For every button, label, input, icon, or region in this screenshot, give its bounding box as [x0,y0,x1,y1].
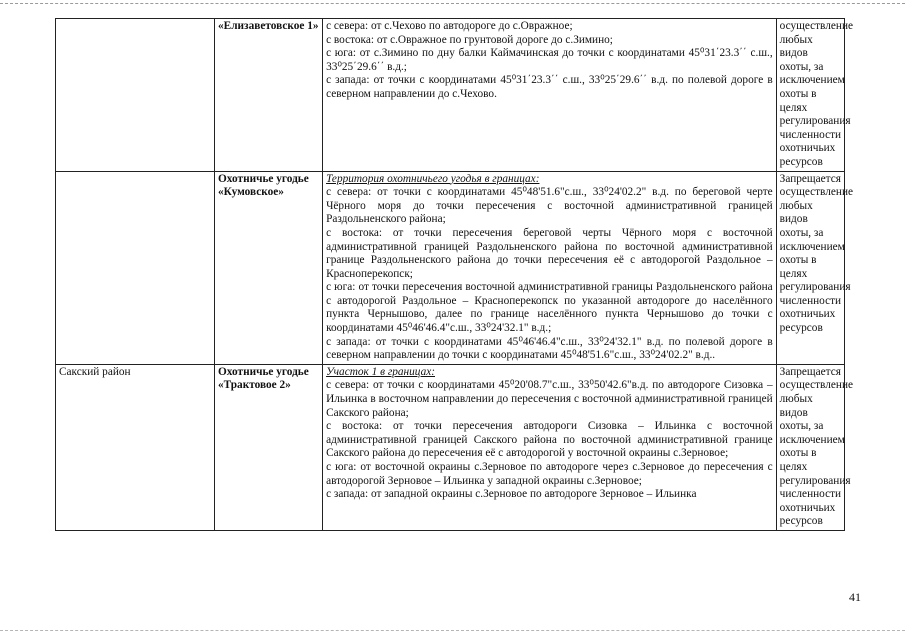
boundary-north: с севера: от точки с координатами 45⁰48'51.6"с.ш., 33⁰24'02.2" в.д. по береговой черте Чёрного моря до точки пересечения с восточной административной границей Раздольненского района; [326,186,773,226]
hunting-ground-name: Охотничье угодье «Кумовское» [215,171,323,364]
boundary-heading: Участок 1 в границах: [326,365,435,378]
boundary-west: с запада: от точки с координатами 45⁰31΄23.3΄΄ с.ш., 33⁰25΄29.6΄΄ в.д. по полевой дороге в северном направлении до с.Чехово. [326,74,773,100]
restriction-cell: осуществление любых видов охоты, за исключением охоты в целях регулирования численности охотничьих ресурсов [776,19,844,172]
district-cell [56,19,215,172]
boundary-east: с востока: от с.Овражное по грунтовой дороге до с.Зимино; [326,33,613,46]
scan-bottom-edge [0,630,905,631]
boundary-east: с востока: от точки пересечения береговой черты Чёрного моря с восточной административной границей Раздольненского района по восточной административной границе Раздольненского района до точки пересечения её с автодорогой Раздольное – Красноперекопск; [326,226,773,280]
boundary-north: с севера: от с.Чехово по автодороге до с.Овражное; [326,20,573,32]
boundary-heading: Территория охотничьего угодья в границах: [326,172,540,185]
boundary-description [323,364,777,530]
table-row [56,171,845,364]
boundary-east: с востока: от точки пересечения автодороги Сизовка – Ильинка с восточной административной границей Сакского района по восточной административной границе Сакского района до пересечения её с автодорогой у восточной окраины с.Зерновое; [326,420,773,460]
table-row [56,19,845,172]
boundary-description [323,19,777,172]
boundary-south: с юга: от восточной окраины с.Зерновое по автодороге через с.Зерновое до пересечения с автодорогой Зерновое – Ильинка у западной окраины с.Зерновое; [326,461,773,487]
restriction-cell: Запрещается осуществление любых видов охоты, за исключением охоты в целях регулирования численности охотничьих ресурсов [776,364,844,530]
restriction-cell: Запрещается осуществление любых видов охоты, за исключением охоты в целях регулирования численности охотничьих ресурсов [776,171,844,364]
boundary-south: с юга: от точки пересечения восточной административной границы Раздольненского района с автодорогой Раздольное – Красноперекопск по указанной автодороге до населённого пункта Чернышово, далее по границе населённого пункта Чернышово до точки с координатами 45⁰46'46.4"с.ш., 33⁰24'32.1" в.д.; [326,281,773,335]
boundary-description [323,171,777,364]
hunting-grounds-table [55,18,854,531]
boundary-south: с юга: от с.Зимино по дну балки Каймачинская до точки с координатами 45⁰31΄23.3΄΄ с.ш., 33⁰25΄29.6΄΄ в.д.; [326,47,773,73]
table-row [56,364,845,530]
district-cell [56,171,215,364]
page-number: 41 [849,590,861,604]
hunting-ground-name: Охотничье угодье «Трактовое 2» [215,364,323,530]
hunting-ground-name: «Елизаветовское 1» [215,19,323,172]
boundary-north: с севера: от точки с координатами 45⁰20'08.7"с.ш., 33⁰50'42.6"в.д. по автодороге Сизовка – Ильинка в восточном направлении до пересечения с восточной административной границей Сакского района; [326,379,773,419]
boundary-west: с запада: от точки с координатами 45⁰46'46.4"с.ш., 33⁰24'32.1" в.д. по полевой дороге в северном направлении до точки с координатами 45⁰48'51.6"с.ш., 33⁰24'02.2" в.д.. [326,335,773,362]
boundary-west: с запада: от западной окраины с.Зерновое по автодороге Зерновое – Ильинка [326,488,697,501]
scan-top-edge [0,3,905,4]
district-cell: Сакский район [56,364,215,530]
